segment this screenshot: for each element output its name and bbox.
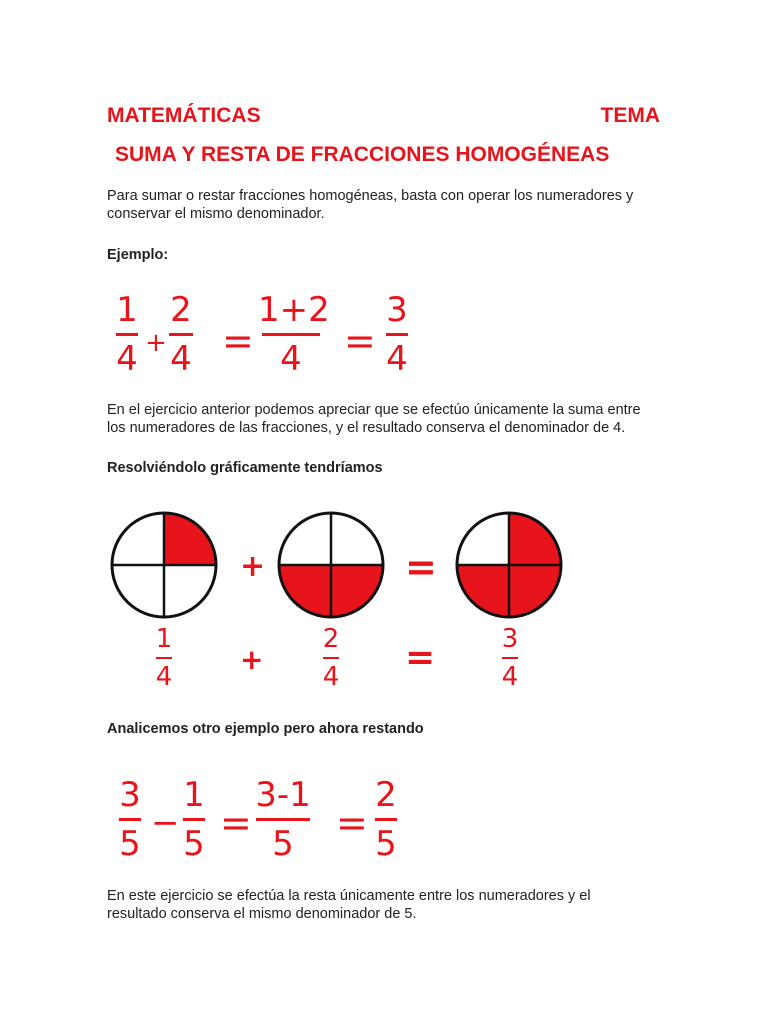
fraction-bar bbox=[169, 333, 193, 336]
denominator: 5 bbox=[375, 824, 397, 864]
fraction-circle-3 bbox=[457, 513, 561, 617]
numerator: 1 bbox=[155, 624, 173, 654]
fraction-bar bbox=[375, 818, 397, 821]
fraction-bar bbox=[323, 657, 339, 659]
intro-line: Para sumar o restar fracciones homogéneas, basta con operar los numeradores y bbox=[107, 188, 634, 204]
fraction-a bbox=[112, 775, 148, 864]
explanation-line: los numeradores de las fracciones, y el resultado conserva el denominador de 4. bbox=[107, 420, 626, 436]
numerator: 3-1 bbox=[255, 775, 311, 815]
denominator: 4 bbox=[280, 339, 302, 379]
fraction-bar bbox=[386, 333, 408, 336]
numerator: 1+2 bbox=[258, 290, 330, 330]
denominator: 4 bbox=[386, 339, 408, 379]
explanation-paragraph-2 bbox=[107, 887, 667, 923]
page-title: SUMA Y RESTA DE FRACCIONES HOMOGÉNEAS bbox=[115, 143, 610, 166]
intro-line: conservar el mismo denominador. bbox=[107, 206, 325, 222]
circle-fraction-2 bbox=[317, 626, 345, 690]
fraction-a bbox=[110, 290, 144, 379]
denominator: 4 bbox=[322, 662, 340, 692]
fraction-bar bbox=[156, 657, 172, 659]
fraction-bar bbox=[256, 818, 310, 821]
fraction-bar bbox=[502, 657, 518, 659]
fraction-result bbox=[369, 775, 403, 864]
equals-sign: = bbox=[344, 319, 376, 363]
fraction-result bbox=[380, 290, 414, 379]
plus-sign: + bbox=[145, 328, 167, 358]
denominator: 4 bbox=[116, 339, 138, 379]
fraction-circle-2 bbox=[279, 513, 383, 617]
numerator: 1 bbox=[183, 775, 205, 815]
explanation-line: En el ejercicio anterior podemos apreciar que se efectúo únicamente la suma entre bbox=[107, 402, 641, 418]
fraction-b bbox=[164, 290, 198, 379]
numerator: 3 bbox=[119, 775, 141, 815]
numerator: 3 bbox=[501, 624, 519, 654]
numerator: 2 bbox=[170, 290, 192, 330]
numerator: 3 bbox=[386, 290, 408, 330]
fraction-mid bbox=[258, 290, 330, 379]
denominator: 5 bbox=[119, 824, 141, 864]
fraction-bar bbox=[119, 818, 141, 821]
example-label: Ejemplo: bbox=[107, 247, 169, 263]
fraction-circles-diagram bbox=[0, 506, 768, 626]
minus-sign: − bbox=[151, 803, 180, 843]
circle-fraction-1 bbox=[150, 626, 178, 690]
fraction-bar bbox=[183, 818, 205, 821]
denominator: 4 bbox=[170, 339, 192, 379]
equals-sign: = bbox=[220, 801, 252, 845]
circle-fraction-3 bbox=[496, 626, 524, 690]
explanation-line: resultado conserva el mismo denominador de 5. bbox=[107, 906, 417, 922]
fraction-b bbox=[176, 775, 212, 864]
denominator: 5 bbox=[183, 824, 205, 864]
equals-sign: = bbox=[405, 637, 436, 678]
explanation-line: En este ejercicio se efectúa la resta únicamente entre los numeradores y el bbox=[107, 888, 591, 904]
header-row bbox=[107, 104, 660, 130]
fraction-bar bbox=[116, 333, 138, 336]
fraction-circle-1 bbox=[112, 513, 216, 617]
equals-sign: = bbox=[336, 801, 368, 845]
fraction-mid bbox=[252, 775, 314, 864]
plus-sign: + bbox=[240, 549, 266, 584]
explanation-paragraph-1 bbox=[107, 401, 667, 437]
subtraction-label: Analicemos otro ejemplo pero ahora restando bbox=[107, 721, 424, 737]
plus-sign: + bbox=[240, 643, 264, 676]
graphical-label: Resolviéndolo gráficamente tendríamos bbox=[107, 460, 383, 476]
numerator: 2 bbox=[322, 624, 340, 654]
denominator: 4 bbox=[501, 662, 519, 692]
fraction-bar bbox=[262, 333, 320, 336]
equals-sign: = bbox=[405, 545, 437, 589]
numerator: 2 bbox=[375, 775, 397, 815]
subject-heading: MATEMÁTICAS bbox=[107, 104, 261, 127]
intro-paragraph bbox=[107, 187, 667, 223]
denominator: 4 bbox=[155, 662, 173, 692]
denominator: 5 bbox=[272, 824, 294, 864]
topic-heading: TEMA bbox=[600, 104, 660, 127]
numerator: 1 bbox=[116, 290, 138, 330]
equals-sign: = bbox=[222, 319, 254, 363]
